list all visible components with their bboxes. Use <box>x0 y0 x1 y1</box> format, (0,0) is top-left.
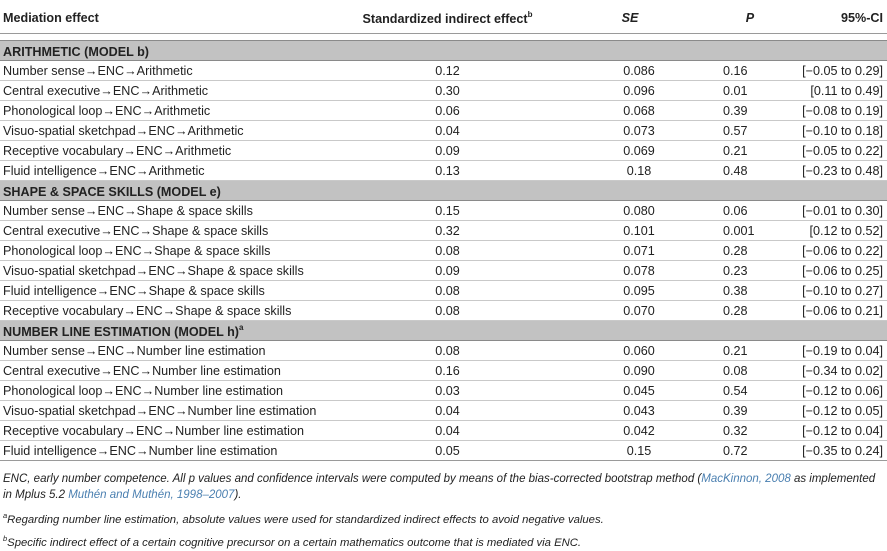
table-row <box>0 241 887 261</box>
section-title: NUMBER LINE ESTIMATION (MODEL h)$^a$ <box>0 321 887 341</box>
cell-standardized-effect: 0.08 <box>340 241 555 261</box>
cell-p: 0.28 <box>705 241 795 261</box>
cell-ci: [−0.12 to 0.06] <box>795 381 887 401</box>
section-header <box>0 41 887 61</box>
note-main: ENC, early number competence. All p values and confidence intervals were computed by means of the bias-corrected bootstrap method (MacKinnon, 2008 as implemented in Mplus 5.2 Muthén and Muthén, 1998–2007). <box>3 473 876 501</box>
cell-se: 0.080 <box>555 201 705 221</box>
cell-mediation-effect: Central executive→ENC→Shape & space skills <box>0 221 340 241</box>
header-ci: 95%-CI <box>795 3 887 34</box>
cell-mediation-effect: Receptive vocabulary→ENC→Shape & space skills <box>0 301 340 321</box>
cell-standardized-effect: 0.30 <box>340 81 555 101</box>
cell-se: 0.095 <box>555 281 705 301</box>
cell-mediation-effect: Receptive vocabulary→ENC→Arithmetic <box>0 141 340 161</box>
cell-ci: [−0.35 to 0.24] <box>795 441 887 461</box>
table-row <box>0 221 887 241</box>
table-row <box>0 401 887 421</box>
section-footnote-marker: a <box>239 322 244 332</box>
table-row <box>0 361 887 381</box>
cell-standardized-effect: 0.12 <box>340 61 555 81</box>
cell-ci: [−0.10 to 0.18] <box>795 121 887 141</box>
table-body <box>0 34 887 461</box>
cell-se: 0.043 <box>555 401 705 421</box>
cell-p: 0.21 <box>705 141 795 161</box>
table-row <box>0 81 887 101</box>
table-row <box>0 61 887 81</box>
cell-ci: [−0.01 to 0.30] <box>795 201 887 221</box>
cell-mediation-effect: Visuo-spatial sketchpad→ENC→Arithmetic <box>0 121 340 141</box>
cell-standardized-effect: 0.08 <box>340 301 555 321</box>
cell-standardized-effect: 0.04 <box>340 121 555 141</box>
cell-mediation-effect: Fluid intelligence→ENC→Number line estimation <box>0 441 340 461</box>
cell-ci: [−0.12 to 0.04] <box>795 421 887 441</box>
cell-ci: [−0.05 to 0.22] <box>795 141 887 161</box>
cell-p: 0.48 <box>705 161 795 181</box>
cell-standardized-effect: 0.04 <box>340 401 555 421</box>
cell-se: 0.070 <box>555 301 705 321</box>
table-row <box>0 441 887 461</box>
cell-p: 0.16 <box>705 61 795 81</box>
cell-se: 0.045 <box>555 381 705 401</box>
table-row <box>0 341 887 361</box>
cell-p: 0.08 <box>705 361 795 381</box>
table-row <box>0 381 887 401</box>
cell-standardized-effect: 0.32 <box>340 221 555 241</box>
section-header <box>0 181 887 201</box>
cell-ci: [−0.23 to 0.48] <box>795 161 887 181</box>
note-a-marker: a <box>3 511 8 520</box>
cell-ci: [−0.34 to 0.02] <box>795 361 887 381</box>
cell-se: 0.090 <box>555 361 705 381</box>
cell-mediation-effect: Phonological loop→ENC→Number line estimation <box>0 381 340 401</box>
header-mediation-effect: Mediation effect <box>0 3 340 34</box>
cell-p: 0.38 <box>705 281 795 301</box>
table-row <box>0 281 887 301</box>
cell-p: 0.57 <box>705 121 795 141</box>
citation-link-muthen[interactable]: Muthén and Muthén, 1998–2007 <box>68 489 235 501</box>
cell-p: 0.39 <box>705 401 795 421</box>
cell-standardized-effect: 0.13 <box>340 161 555 181</box>
cell-se: 0.068 <box>555 101 705 121</box>
header-row <box>0 3 887 34</box>
header-spacer <box>0 34 887 41</box>
cell-p: 0.54 <box>705 381 795 401</box>
table-row <box>0 421 887 441</box>
cell-se: 0.042 <box>555 421 705 441</box>
cell-mediation-effect: Central executive→ENC→Number line estimation <box>0 361 340 381</box>
header-footnote-b: b <box>527 10 533 19</box>
cell-standardized-effect: 0.04 <box>340 421 555 441</box>
cell-mediation-effect: Phonological loop→ENC→Shape & space skills <box>0 241 340 261</box>
cell-ci: [−0.12 to 0.05] <box>795 401 887 421</box>
cell-mediation-effect: Phonological loop→ENC→Arithmetic <box>0 101 340 121</box>
cell-mediation-effect: Receptive vocabulary→ENC→Number line estimation <box>0 421 340 441</box>
cell-mediation-effect: Fluid intelligence→ENC→Shape & space skills <box>0 281 340 301</box>
cell-se: 0.069 <box>555 141 705 161</box>
cell-p: 0.72 <box>705 441 795 461</box>
cell-se: 0.18 <box>555 161 705 181</box>
cell-standardized-effect: 0.03 <box>340 381 555 401</box>
cell-ci: [−0.19 to 0.04] <box>795 341 887 361</box>
cell-se: 0.078 <box>555 261 705 281</box>
cell-standardized-effect: 0.08 <box>340 281 555 301</box>
cell-mediation-effect: Fluid intelligence→ENC→Arithmetic <box>0 161 340 181</box>
cell-mediation-effect: Number sense→ENC→Arithmetic <box>0 61 340 81</box>
cell-p: 0.28 <box>705 301 795 321</box>
citation-link-mackinnon[interactable]: MacKinnon, 2008 <box>701 473 791 485</box>
section-header <box>0 321 887 341</box>
cell-standardized-effect: 0.05 <box>340 441 555 461</box>
cell-standardized-effect: 0.16 <box>340 361 555 381</box>
cell-se: 0.073 <box>555 121 705 141</box>
cell-mediation-effect: Central executive→ENC→Arithmetic <box>0 81 340 101</box>
table-notes <box>3 471 883 551</box>
section-title: SHAPE & SPACE SKILLS (MODEL e) <box>0 181 887 201</box>
cell-mediation-effect: Visuo-spatial sketchpad→ENC→Shape & space skills <box>0 261 340 281</box>
cell-ci: [−0.05 to 0.29] <box>795 61 887 81</box>
table-row <box>0 201 887 221</box>
table-row <box>0 261 887 281</box>
cell-mediation-effect: Number sense→ENC→Number line estimation <box>0 341 340 361</box>
cell-ci: [−0.10 to 0.27] <box>795 281 887 301</box>
cell-ci: [0.11 to 0.49] <box>795 81 887 101</box>
table-row <box>0 161 887 181</box>
table-row <box>0 301 887 321</box>
cell-p: 0.06 <box>705 201 795 221</box>
note-b: $^b$Specific indirect effect of a certain cognitive precursor on a certain mathematics outcome that is mediated via ENC. <box>3 534 582 549</box>
header-standardized-indirect-effect: Standardized indirect effect$^b$ <box>340 3 555 34</box>
cell-ci: [−0.08 to 0.19] <box>795 101 887 121</box>
cell-p: 0.21 <box>705 341 795 361</box>
cell-se: 0.086 <box>555 61 705 81</box>
cell-standardized-effect: 0.09 <box>340 141 555 161</box>
cell-standardized-effect: 0.06 <box>340 101 555 121</box>
cell-p: 0.01 <box>705 81 795 101</box>
table-row <box>0 141 887 161</box>
cell-se: 0.096 <box>555 81 705 101</box>
cell-ci: [−0.06 to 0.25] <box>795 261 887 281</box>
cell-standardized-effect: 0.09 <box>340 261 555 281</box>
cell-p: 0.23 <box>705 261 795 281</box>
table-row <box>0 101 887 121</box>
note-b-marker: b <box>3 534 8 543</box>
cell-mediation-effect: Number sense→ENC→Shape & space skills <box>0 201 340 221</box>
header-p: P <box>705 3 795 34</box>
cell-ci: [0.12 to 0.52] <box>795 221 887 241</box>
cell-standardized-effect: 0.08 <box>340 341 555 361</box>
cell-se: 0.15 <box>555 441 705 461</box>
cell-mediation-effect: Visuo-spatial sketchpad→ENC→Number line estimation <box>0 401 340 421</box>
cell-p: 0.32 <box>705 421 795 441</box>
table-row <box>0 121 887 141</box>
cell-ci: [−0.06 to 0.21] <box>795 301 887 321</box>
cell-se: 0.101 <box>555 221 705 241</box>
cell-standardized-effect: 0.15 <box>340 201 555 221</box>
header-se: SE <box>555 3 705 34</box>
cell-p: 0.001 <box>705 221 795 241</box>
cell-se: 0.071 <box>555 241 705 261</box>
cell-p: 0.39 <box>705 101 795 121</box>
section-title: ARITHMETIC (MODEL b) <box>0 41 887 61</box>
mediation-table <box>0 3 887 461</box>
cell-ci: [−0.06 to 0.22] <box>795 241 887 261</box>
cell-se: 0.060 <box>555 341 705 361</box>
note-a: $^a$Regarding number line estimation, absolute values were used for standardized indirect effects to avoid negative values. <box>3 511 604 526</box>
